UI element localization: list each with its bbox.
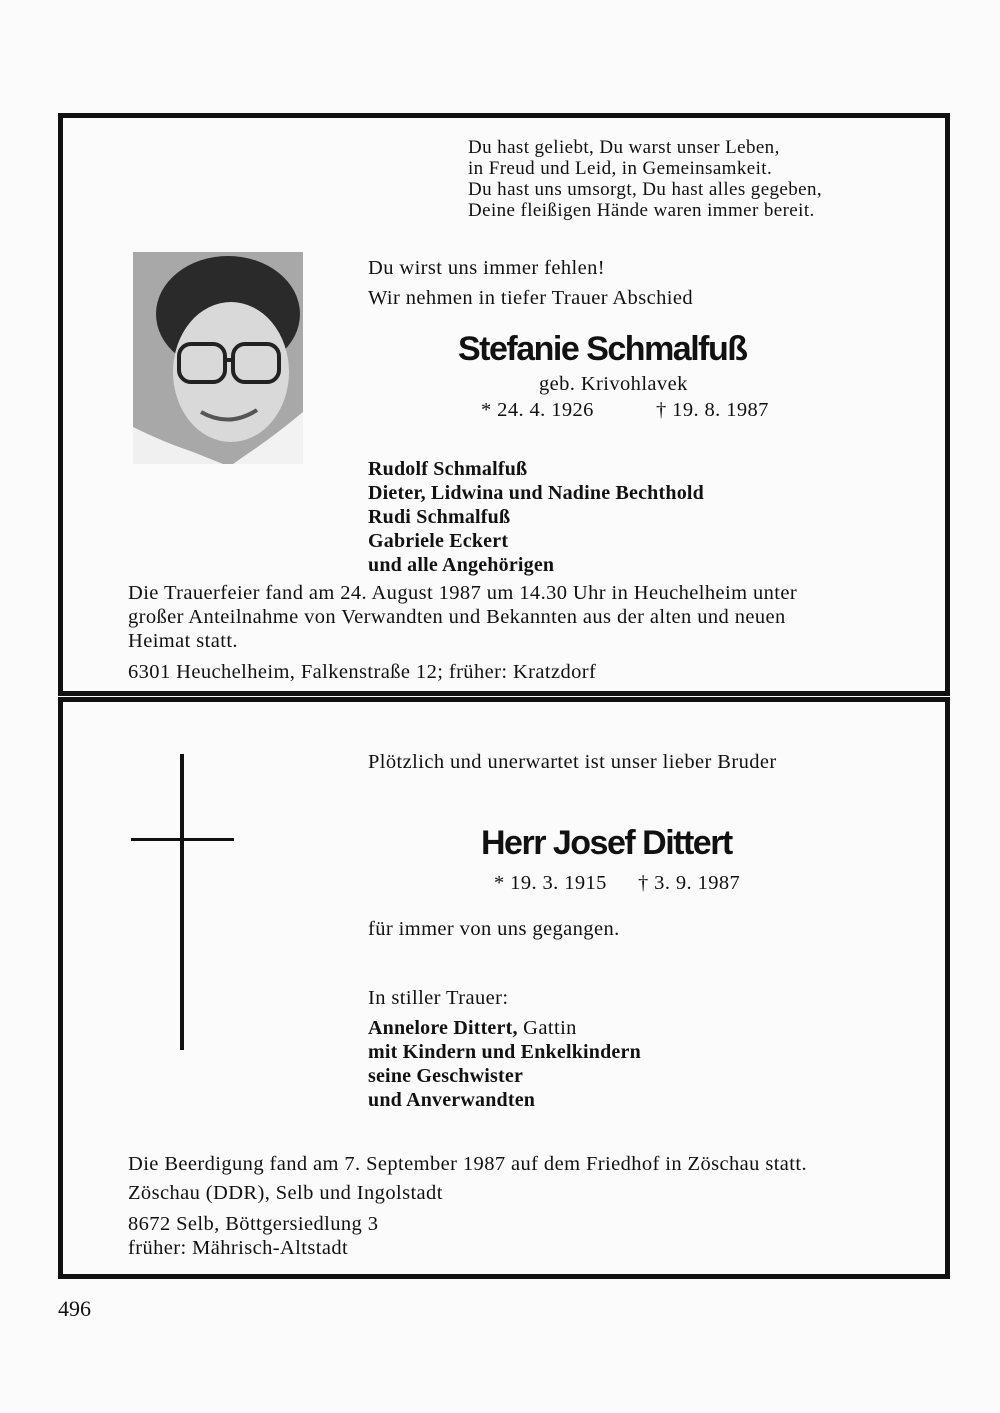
mourner: mit Kindern und Enkelkindern [368, 1041, 641, 1063]
places-text: Zöschau (DDR), Selb und Ingolstadt [128, 1182, 443, 1204]
poem-line: Du hast uns umsorgt, Du hast alles gegeben, [468, 179, 823, 200]
deceased-name: Stefanie Schmalfuß [458, 330, 747, 368]
intro-text [368, 253, 693, 313]
page-number: 496 [58, 1296, 91, 1321]
death-date: † 19. 8. 1987 [656, 399, 769, 421]
birth-date: * 24. 4. 1926 [481, 399, 594, 421]
gone-text: für immer von uns gegangen. [368, 918, 620, 940]
birth-date: * 19. 3. 1915 [494, 872, 607, 894]
address-line: früher: Mährisch-Altstadt [128, 1237, 349, 1259]
intro-line: Wir nehmen in tiefer Trauer Abschied [368, 287, 693, 309]
poem-line: Deine fleißigen Hände waren immer bereit. [468, 200, 815, 221]
mourner: seine Geschwister [368, 1065, 524, 1087]
mourner: Gabriele Eckert [368, 530, 509, 552]
mourner: Rudi Schmalfuß [368, 506, 511, 528]
funeral-line: großer Anteilnahme von Verwandten und Bekannten aus der alten und neuen [128, 606, 786, 628]
address [128, 1212, 378, 1260]
mourning-label: In stiller Trauer: [368, 987, 509, 1009]
address: 6301 Heuchelheim, Falkenstraße 12; früher: Kratzdorf [128, 661, 597, 683]
funeral-line: Die Trauerfeier fand am 24. August 1987 um 14.30 Uhr in Heuchelheim unter [128, 582, 798, 604]
address-line: 8672 Selb, Böttgersiedlung 3 [128, 1213, 379, 1235]
maiden-name: geb. Krivohlavek [539, 373, 688, 395]
intro-text: Plötzlich und unerwartet ist unser lieber Bruder [368, 751, 777, 773]
deceased-name: Herr Josef Dittert [481, 824, 732, 862]
burial-text: Die Beerdigung fand am 7. September 1987 auf dem Friedhof in Zöschau statt. [128, 1153, 808, 1175]
cross-icon [180, 754, 184, 1050]
mourners-list [368, 1040, 641, 1112]
poem [468, 137, 822, 221]
poem-line: in Freud und Leid, in Gemeinsamkeit. [468, 158, 773, 179]
poem-line: Du hast geliebt, Du warst unser Leben, [468, 137, 780, 158]
mourner: Rudolf Schmalfuß [368, 458, 528, 480]
death-date: † 3. 9. 1987 [638, 872, 741, 894]
mourners-list [368, 457, 704, 577]
intro-line: Du wirst uns immer fehlen! [368, 257, 605, 279]
cross-icon-bar [131, 838, 234, 841]
mourner-first [368, 1016, 577, 1040]
funeral-line: Heimat statt. [128, 630, 238, 652]
mourner: und Anverwandten [368, 1089, 536, 1111]
funeral-text [128, 581, 797, 653]
obituary-notice-schmalfuss [58, 113, 950, 696]
mourner: Dieter, Lidwina und Nadine Bechthold [368, 482, 704, 504]
mourner: und alle Angehörigen [368, 554, 555, 576]
mourner-first-relation: Gattin [517, 1017, 577, 1039]
obituary-notice-dittert [58, 697, 950, 1279]
mourner-first-name: Annelore Dittert, [368, 1017, 518, 1039]
portrait-photo [133, 252, 303, 464]
